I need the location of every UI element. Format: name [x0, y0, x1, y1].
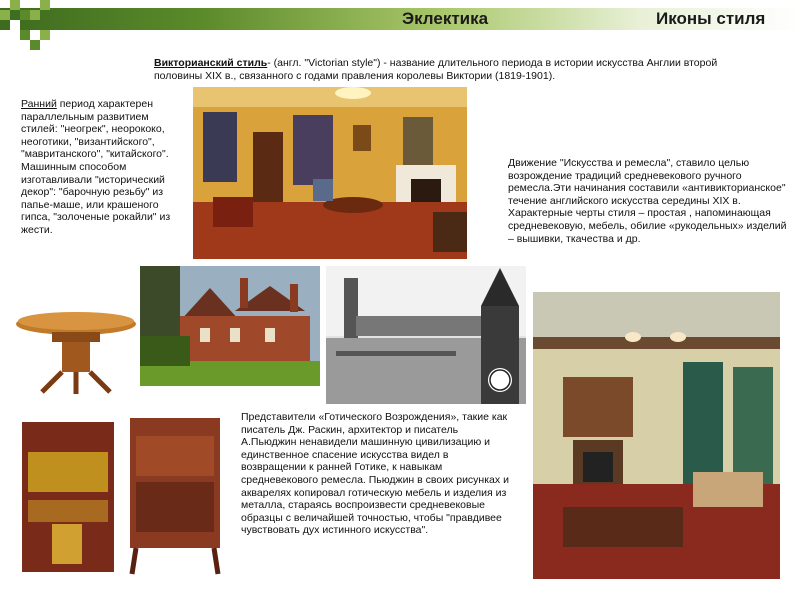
- decor-square: [10, 20, 20, 30]
- gothic-revival-definition: Представители «Готического Возрождения», такие как писатель Дж. Раскин, архитектор и писатель А.Пьюджин ненавидели машинную цивилизацию и единственное спасение искусства видел в возвращении к ранней Готике, к навыкам средневекового ремесла. Пьюджин в своих рисунках и акварелях копировал готическую мебель и изделия из металла, стараясь воспроизвести средневековые образцы с величайшей точностью, чтобы "правдивее чувствовать дух истинного искусства".: [241, 411, 509, 537]
- red-house-photo: [140, 266, 320, 386]
- decor-square: [20, 10, 30, 20]
- early-definition: период характерен параллельным развитием стилей: "неогрек", неорококо, неоготики, "византийского", "мавританского", "китайского". Машинным способом изготавливали "исторический декор": "барочную резьбу" из папье-маше, или крашеного гипса, "золоченые рокайли" из жести.: [21, 98, 171, 236]
- victorian-table-photo: [12, 306, 140, 398]
- gothic-revival-text: [241, 411, 509, 537]
- header-decor-squares: [0, 0, 60, 50]
- victorian-term: Викторианский стиль: [154, 57, 268, 69]
- victorian-style-text: [154, 57, 764, 82]
- decor-square: [0, 10, 10, 20]
- decor-square: [10, 0, 20, 10]
- arts-crafts-text: [508, 157, 790, 245]
- decor-square: [40, 0, 50, 10]
- decor-square: [20, 30, 30, 40]
- decor-square: [40, 30, 50, 40]
- victorian-definition: - (англ. "Victorian style") - название длительного периода в истории искусства Англии второй половины XIX в., связанного с годами правления королевы Виктории (1819-1901).: [154, 57, 718, 82]
- gothic-cabinets-photo: [12, 412, 228, 580]
- decor-square: [30, 10, 40, 20]
- decor-square: [30, 40, 40, 50]
- westminster-photo: [326, 266, 526, 404]
- slide-title: Эклектика: [402, 9, 489, 28]
- early-period-text: [21, 98, 185, 237]
- early-term: Ранний: [21, 98, 57, 110]
- victorian-interior-photo: [193, 87, 467, 259]
- slide-subtitle: Иконы стиля: [656, 9, 766, 28]
- arts-crafts-room-photo: [533, 292, 780, 579]
- arts-crafts-definition: Движение "Искусства и ремесла", ставило целью возрождение традиций средневекового ручного ремесла.Эти начинания составили «антивикторианское" течение английского искусства середины XIX в. Характерные черты стиля – простая , напоминающая средневековую, мебель, обилие «рукодельных» изделий – вышивки, ткачества и др.: [508, 157, 787, 245]
